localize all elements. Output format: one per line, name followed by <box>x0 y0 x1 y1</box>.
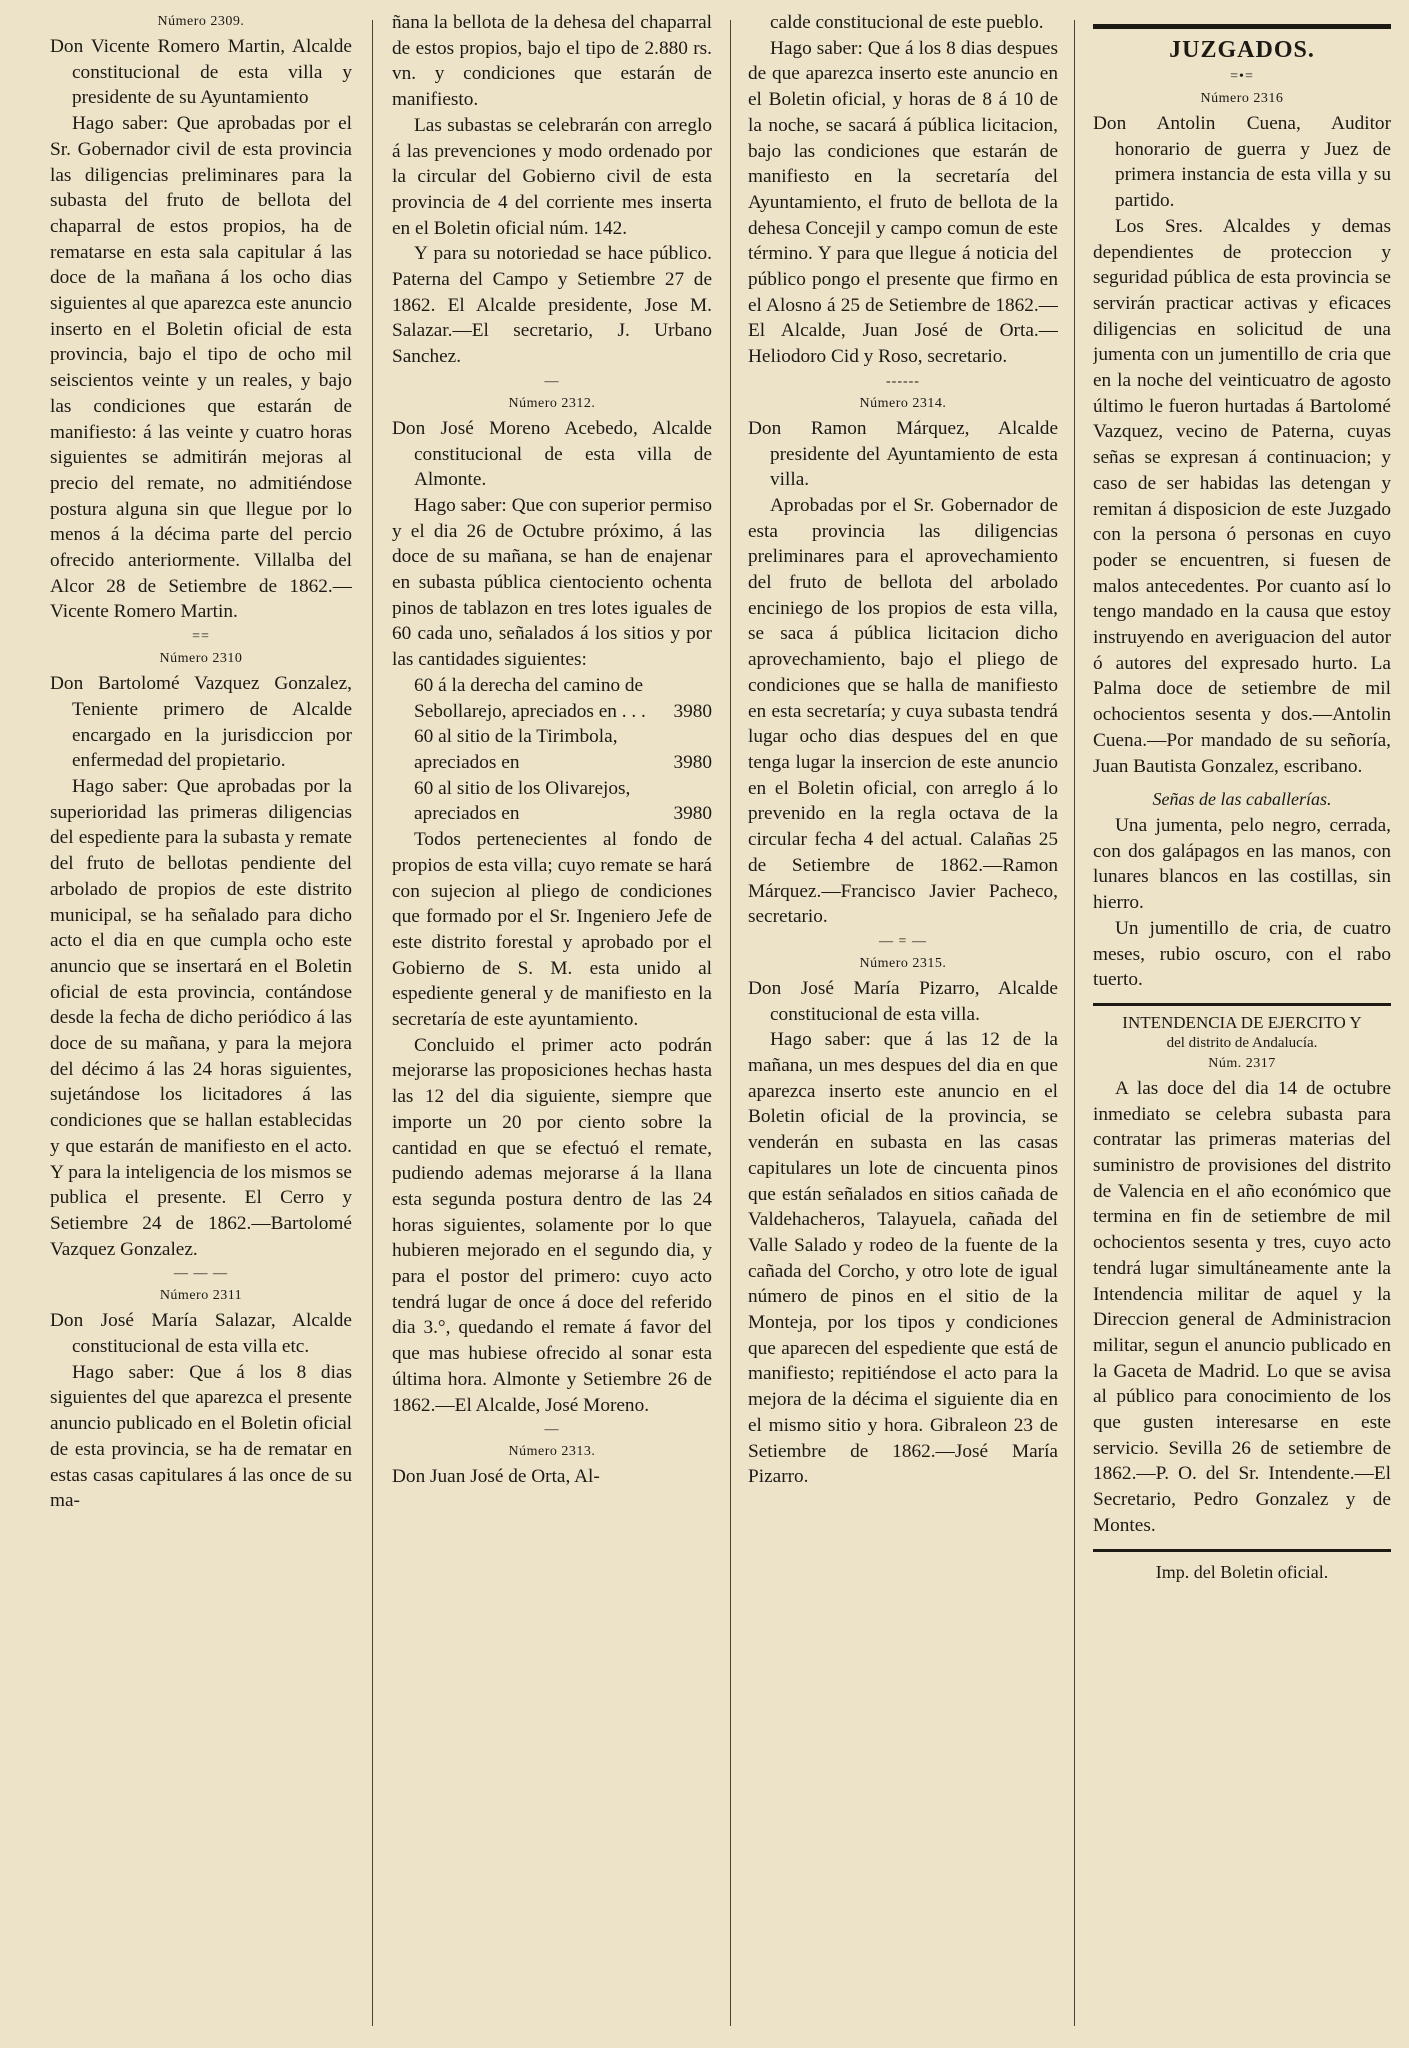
column-4 <box>1093 10 1391 2030</box>
notice-body: Y para su notoriedad se hace público. Paterna del Campo y Setiembre 27 de 1862. El Alcalde presidente, Jose M. Salazar.—El secretario, J. Urbano Sanchez. <box>392 243 712 368</box>
notice-heading: Don José María Pizarro, Alcalde constitucional de esta villa. <box>748 977 1058 1025</box>
notice-heading: Don Antolin Cuena, Auditor honorario de guerra y Juez de primera instancia de esta villa y su partido. <box>1093 113 1391 212</box>
notice-heading: Don José María Salazar, Alcalde constitucional de esta villa etc. <box>50 1310 352 1358</box>
lot-value: 3980 <box>673 803 712 825</box>
notice-body: Todos pertenecientes al fondo de propios de esta villa; cuyo remate se hará con sujecion al pliego de condiciones que formado por el Sr. Ingeniero Jefe de este distrito forestal y aprobado por el Gobierno de S. M. esta unido al espediente general y de manifiesto en la secretaría de este ayuntamiento. <box>392 829 712 1031</box>
notice-heading: Don Bartolomé Vazquez Gonzalez, Teniente primero de Alcalde encargado en la jurisdiccion por enfermedad del propietario. <box>50 673 352 772</box>
lot-value: 3980 <box>673 700 712 722</box>
column-rule <box>730 20 731 2026</box>
notice-body: Los Sres. Alcaldes y demas dependientes de proteccion y seguridad pública de esta provincia se servirán practicar activas y eficaces diligencias en solicitud de una jumenta con un jumentillo de cria que en la noche del veinticuatro de agosto último le fueron hurtadas á Bartolomé Vazquez, vecino de Paterna, cuyas señas se expresan á continuacion; y caso de ser habidas las detengan y remitan á disposicion de este Juzgado con la persona ó personas en cuyo poder se encuentren, si fuesen de malos antecedentes. Por cuanto así lo tengo mandado en la causa que estoy instruyendo en averiguacion del autor ó autores del expresado hurto. La Palma doce de setiembre de mil ochocientos sesenta y dos.—Antolin Cuena.—Por mandado de su señoría, Juan Bautista Gonzalez, escribano. <box>1093 215 1391 777</box>
imprint: Imp. del Boletin oficial. <box>1155 1561 1329 1582</box>
section-rule <box>1093 1003 1391 1006</box>
lot-value: 3980 <box>673 751 712 773</box>
notice-body: Hago saber: Que á los 8 dias despues de que aparezca inserto este anuncio en el Boletin oficial, y horas de 8 á 10 de la noche, se sacará á pública licitacion, bajo las condiciones que estarán de manifiesto en la secretaría del Ayuntamiento, el fruto de bellota de la dehesa Concejil y campo comun de este término. Y para que llegue á noticia del público pongo el presente que firmo en el Alosno á 25 de Setiembre de 1862.—El Alcalde, Juan José de Orta.—Heliodoro Cid y Roso, secretario. <box>748 37 1058 368</box>
notice-body: Concluido el primer acto podrán mejorarse las proposiciones hechas hasta las 12 del dia siguiente, siempre que importe un 20 por ciento sobre la cantidad en que se efectuó el remate, pudiendo ademas mejorarse á la llana esta segunda postura dentro de las 24 horas siguientes, solamente por lo que hubieren mejorado en el segundo dia, y para el postor del primero: cuyo acto tendrá lugar de once á doce del referido dia 3.°, quedando el remate á favor del que mas hubiese ofrecido al sonar esta última hora. Almonte y Setiembre 26 de 1862.—El Alcalde, José Moreno. <box>392 1034 712 1416</box>
section-title: JUZGADOS. <box>1169 37 1315 63</box>
notice-number: Número 2309. <box>157 14 245 29</box>
notice-body: Hago saber: que á las 12 de la mañana, un mes despues del dia en que aparezca inserto este anuncio en el Boletin oficial de la provincia, se venderán en subasta en las casas capitulares un lote de cincuenta pinos que están señalados en sitios cañada de Valdehacheros, Talayuela, cañada del Valle Salado y rodeo de la fuente de la cañada del Corcho, y otro lote de igual número de pinos en el sitio de la Monteja, por los tipos y condiciones que aparecen del espediente que está de manifiesto; repitiéndose el acto para la mejora de la décima el siguiente dia en el mismo sitio y hora. Gibraleon 23 de Setiembre de 1862.—José María Pizarro. <box>748 1029 1058 1488</box>
notice-heading: Don Vicente Romero Martin, Alcalde constitucional de esta villa y presidente de su Ayuntamiento <box>50 36 352 109</box>
separator: — <box>544 373 560 389</box>
notice-body: Las subastas se celebrarán con arreglo á las prevenciones y modo ordenado por la circular del Gobierno civil de esta provincia de 4 del corriente mes inserta en el Boletin oficial núm. 142. <box>392 114 712 239</box>
separator: =•= <box>1230 69 1254 84</box>
description-item: Un jumentillo de cria, de cuatro meses, rubio oscuro, con el rabo tuerto. <box>1093 917 1391 991</box>
notice-number: Número 2315. <box>859 955 947 971</box>
notice-number: Número 2316 <box>1200 91 1284 106</box>
notice-number: Número 2311 <box>159 1288 243 1304</box>
column-1 <box>50 10 352 2030</box>
notice-heading: Don Juan José de Orta, Al- <box>392 1466 600 1488</box>
notice-number: Número 2312. <box>508 395 596 411</box>
separator: — <box>544 1422 560 1438</box>
top-rule <box>1093 24 1391 29</box>
notice-body: A las doce del dia 14 de octubre inmediato se celebra subasta para contratar las primeras materias del suministro de provisiones del distrito de Valencia en el año económico que termina en fin de setiembre de mil ochocientos sesenta y tres, cuyo acto tendrá lugar simultáneamente ante la Intendencia militar de aquel y la Direccion general de Administracion militar, segun el anuncio publicado en la Gaceta de Madrid. Lo que se avisa al público para conocimiento de los que gusten interesarse en este servicio. Sevilla 26 de setiembre de 1862.—P. O. del Sr. Intendente.—El Secretario, Pedro Gonzalez y de Montes. <box>1093 1077 1391 1536</box>
description-item: Una jumenta, pelo negro, cerrada, con dos galápagos en las manos, con lunares blancos en las costillas, sin hierro. <box>1093 814 1391 914</box>
notice-body: Hago saber: Que con superior permiso y el dia 26 de Octubre próximo, á las doce de su mañana, se han de enajenar en subasta pública cientociento ochenta pinos de tablazon en tres lotes iguales de 60 cada uno, señalados á los sitios y por las cantidades siguientes: <box>392 494 712 671</box>
column-rule <box>1074 20 1075 2026</box>
notice-heading-cont: calde constitucional de este pueblo. <box>770 12 1044 33</box>
notice-number: Número 2310 <box>159 651 243 667</box>
notice-body: Hago saber: Que aprobadas por la superioridad las primeras diligencias del espediente para la subasta y remate del fruto de bellotas pendiente del arbolado de propios de este distrito municipal, se ha señalado para dicho acto el dia en que cumpla ocho este anuncio que se insertará en el Boletin oficial de esta provincia, contándose desde la fecha de dicho periódico á las doce de su mañana, y para la mejora del décimo á las 24 horas siguientes, sujetándose los licitadores á las condiciones que se hallan establecidas y que estarán de manifiesto en el acto. Y para la inteligencia de los mismos se publica el presente. El Cerro y Setiembre 24 de 1862.—Bartolomé Vazquez Gonzalez. <box>50 775 352 1260</box>
column-3 <box>748 10 1058 2030</box>
separator: — — — <box>174 1266 228 1282</box>
subsection-title: Señas de las caballerías. <box>1152 789 1332 810</box>
notice-number: Número 2314. <box>859 395 947 411</box>
lot-text: 60 al sitio de los Olivarejos, apreciados en <box>414 777 631 825</box>
notice-body: Aprobadas por el Sr. Gobernador de esta provincia las diligencias preliminares para el aprovechamiento del fruto de bellota del arbolado enciniego de los propios de esta villa, se saca á pública licitacion dicho aprovechamiento, bajo el pliego de condiciones que se halla de manifiesto en esta secretaría; y cuya subasta tendrá lugar ocho dias despues del en que tenga lugar la insercion de este anuncio en el Boletin oficial, con arreglo á lo prevenido en la regla octava de la circular fecha 4 del actual. Calañas 25 de Setiembre de 1862.—Ramon Márquez.—Francisco Javier Pacheco, secretario. <box>748 494 1058 928</box>
notice-body: Hago saber: Que á los 8 dias siguientes del que aparezca el presente anuncio publicado en el Boletin oficial de esta provincia, se ha de rematar en estas casas capitulares á las once de su ma- <box>50 1361 352 1512</box>
notice-heading: Don Ramon Márquez, Alcalde presidente del Ayuntamiento de esta villa. <box>748 417 1058 491</box>
section-subtitle: del distrito de Andalucía. <box>1166 1034 1318 1051</box>
lot-text: 60 al sitio de la Tirimbola, apreciados en <box>414 726 618 773</box>
notice-heading: Don José Moreno Acebedo, Alcalde constitucional de esta villa de Almonte. <box>392 417 712 491</box>
lot-line <box>392 724 712 775</box>
lot-line <box>392 776 712 827</box>
lot-text: 60 á la derecha del camino de Sebollarejo, apreciados en . . . <box>414 674 646 722</box>
notice-body: Hago saber: Que aprobadas por el Sr. Gobernador civil de esta provincia las diligencias preliminares para la subasta del fruto de bellota del chaparral de estos propios, ha de rematarse en esta sala capitular á las doce de la mañana á los ocho dias siguientes al que aparezca este anuncio inserto en el Boletin oficial de esta provincia, bajo el tipo de ocho mil seiscientos veinte y un reales, y bajo las condiciones que estarán de manifiesto: á las veinte y cuatro horas siguientes se admitirán mejoras al precio del remate, no admitiéndose postura alguna sin que llegue por lo menos á la décima parte del percio ofrecido anteriormente. Villalba del Alcor 28 de Setiembre de 1862.—Vicente Romero Martin. <box>50 113 352 623</box>
lot-line <box>392 673 712 724</box>
separator: — = — <box>879 933 927 949</box>
notice-number: Número 2313. <box>508 1444 596 1460</box>
column-rule <box>372 20 373 2026</box>
section-title: INTENDENCIA DE EJERCITO Y <box>1122 1012 1362 1032</box>
notice-body: ñana la bellota de la dehesa del chaparral de estos propios, bajo el tipo de 2.880 rs. vn. y condiciones que estarán de manifiesto. <box>392 12 712 111</box>
separator: ------ <box>886 373 920 389</box>
separator: == <box>192 629 210 645</box>
column-2 <box>392 10 712 2030</box>
notice-number: Núm. 2317 <box>1208 1055 1276 1071</box>
bottom-rule <box>1093 1549 1391 1552</box>
